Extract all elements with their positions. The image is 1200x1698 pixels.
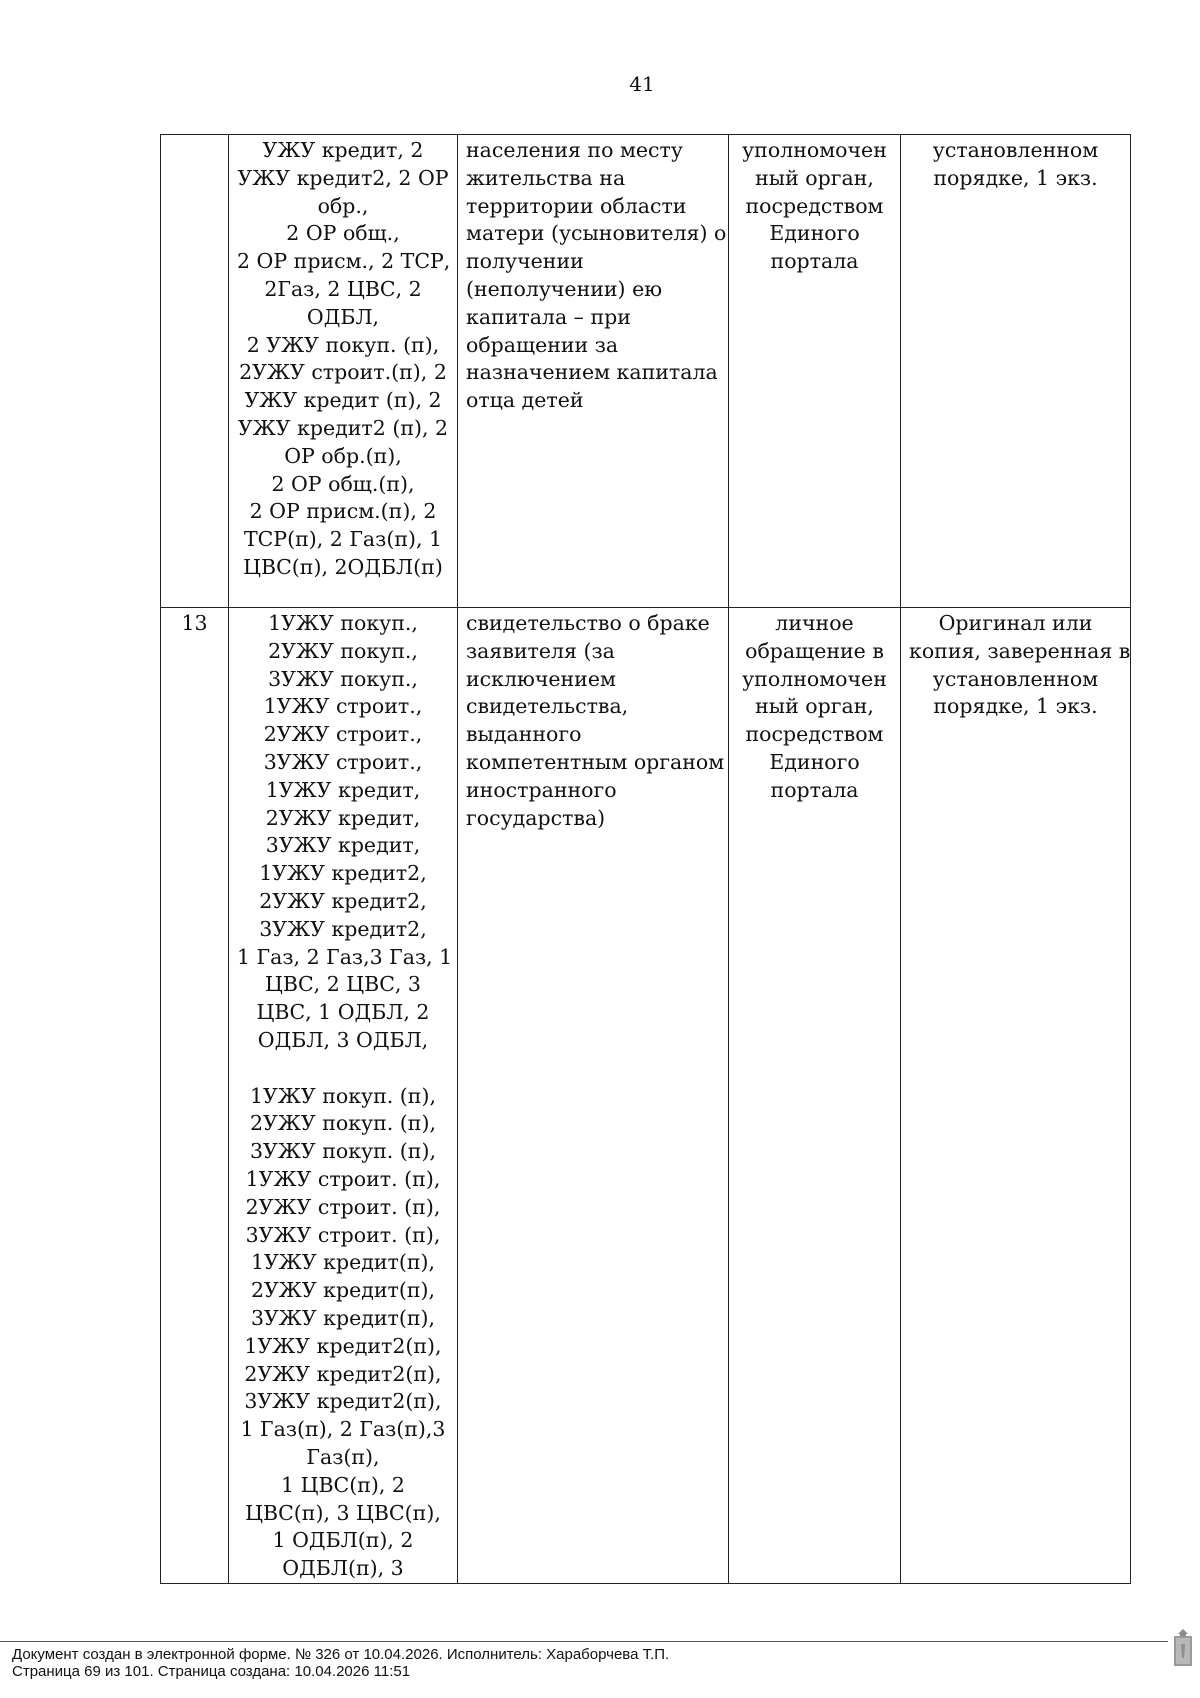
text-line: 1УЖУ кредит2, (259, 861, 427, 886)
text-line: УЖУ кредит2 (п), 2 (237, 415, 449, 440)
text-line: территории области (466, 193, 687, 218)
page-number: 41 (629, 72, 655, 96)
text-line: посредством (745, 193, 884, 218)
row-number-cell (161, 135, 229, 608)
text-line: 1 ОДБЛ(п), 2 (272, 1528, 414, 1553)
text-line: обращении за (466, 332, 619, 357)
submission-method-cell (729, 135, 901, 608)
conditions-cell (229, 135, 458, 608)
text-line: компетентным органом (466, 749, 725, 774)
text-line: 2 ОР общ., (286, 221, 400, 246)
text-line: 3УЖУ кредит(п), (250, 1305, 436, 1330)
text-line: ный орган, (755, 165, 874, 190)
document-form-cell (901, 608, 1131, 1584)
text-line: 1УЖУ кредит(п), (250, 1250, 436, 1275)
text-line: заявителя (за (466, 638, 615, 663)
text-line: 3УЖУ покуп. (п), (250, 1139, 436, 1164)
text-line: 3УЖУ кредит2, (259, 916, 427, 941)
footer (12, 1646, 669, 1680)
row-number-cell: 13 (161, 608, 229, 1584)
text-line: ТСР(п), 2 Газ(п), 1 (243, 527, 443, 552)
text-line: 2 ОР присм.(п), 2 (249, 499, 437, 524)
text-line: 1 Газ, 2 Газ,3 Газ, 1 (237, 944, 453, 969)
text-line: отца детей (466, 388, 584, 413)
text-line: 1УЖУ строит., (263, 694, 423, 719)
document-table (160, 134, 1131, 1584)
text-line: ЦВС(п), 3 ЦВС(п), (245, 1500, 441, 1525)
text-line: уполномочен (742, 138, 887, 162)
text-line: 2УЖУ покуп. (п), (250, 1111, 436, 1136)
footer-line: Документ создан в электронной форме. № 326 от 10.04.2026. Исполнитель: Хараборчева Т.П. (12, 1646, 670, 1663)
text-line: (неполучении) ею (466, 276, 663, 301)
text-line: 2 УЖУ покуп. (п), (246, 332, 440, 357)
submission-method-cell (729, 608, 901, 1584)
text-line: установленном (932, 666, 1099, 691)
text-line: УЖУ кредит2, 2 ОР (237, 165, 449, 190)
text-line: посредством (745, 722, 884, 747)
footer-line: Страница 69 из 101. Страница создана: 10.04.2026 11:51 (12, 1663, 411, 1680)
text-line: порядке, 1 экз. (933, 694, 1098, 719)
table-row (161, 608, 1131, 1584)
text-line: свидетельства, (466, 694, 629, 719)
text-line: портала (770, 777, 859, 802)
text-line: 2 ОР присм., 2 ТСР, (237, 249, 451, 274)
text-line: Единого (769, 221, 860, 246)
text-line: порядке, 1 экз. (933, 165, 1098, 190)
text-line: ОР обр.(п), (284, 443, 402, 468)
text-line: свидетельство о браке (466, 611, 710, 635)
text-line: 3УЖУ кредит, (265, 833, 421, 858)
text-line: выданного (466, 722, 582, 747)
conditions-list-remote (237, 1083, 449, 1583)
text-line: личное (775, 611, 854, 635)
text-line: жительства на (466, 165, 626, 190)
text-line: УЖУ кредит, 2 (262, 138, 424, 162)
text-line: 3УЖУ кредит2(п), (244, 1389, 442, 1414)
text-line: 2УЖУ строит., (263, 722, 423, 747)
text-line: 2УЖУ строит.(п), 2 (239, 360, 447, 385)
document-form-cell (901, 135, 1131, 608)
text-line: получении (466, 249, 584, 274)
text-line: установленном (932, 138, 1099, 162)
text-line: 2УЖУ покуп., (268, 638, 418, 663)
text-line: государства) (466, 805, 606, 830)
text-line: 2УЖУ кредит(п), (250, 1278, 436, 1303)
conditions-cell (229, 608, 458, 1584)
document-cell (458, 135, 729, 608)
emblem-icon (1172, 1628, 1194, 1668)
text-line: ЦВС(п), 2ОДБЛ(п) (243, 554, 443, 579)
text-line: 1УЖУ кредит2(п), (244, 1333, 442, 1358)
text-line: 1УЖУ кредит, (265, 777, 421, 802)
conditions-list (237, 610, 453, 1055)
text-line: 1УЖУ строит. (п), (245, 1166, 441, 1191)
text-line: Газ(п), (306, 1444, 380, 1469)
text-line: обр., (317, 193, 369, 218)
text-line: назначением капитала (466, 360, 718, 385)
text-line: 2УЖУ кредит2(п), (244, 1361, 442, 1386)
text-line: населения по месту (466, 138, 683, 162)
text-line: ОДБЛ, 3 ОДБЛ, (257, 1027, 429, 1052)
text-line: ЦВС, 2 ЦВС, 3 (265, 972, 421, 997)
text-line: матери (усыновителя) о (466, 221, 727, 246)
text-line: иностранного (466, 777, 617, 802)
text-line: ЦВС, 1 ОДБЛ, 2 (256, 1000, 430, 1025)
text-line: уполномочен (742, 666, 887, 691)
text-line: 1 ЦВС(п), 2 (281, 1472, 405, 1497)
document-cell (458, 608, 729, 1584)
text-line: капитала – при (466, 304, 631, 329)
text-line: 2УЖУ кредит2, (259, 888, 427, 913)
text-line: портала (770, 249, 859, 274)
text-line: ОДБЛ, (306, 304, 380, 329)
text-line: ный орган, (755, 694, 874, 719)
text-line: 2 ОР общ.(п), (271, 471, 415, 496)
text-line: копия, заверенная в (909, 638, 1131, 663)
text-line: исключением (466, 666, 616, 691)
blank-line (237, 1055, 449, 1083)
text-line: 3УЖУ строит., (263, 749, 423, 774)
text-line: 1УЖУ покуп., (268, 611, 418, 635)
footer-divider (0, 1641, 1168, 1642)
table-row (161, 135, 1131, 608)
text-line: Единого (769, 749, 860, 774)
text-line: 1УЖУ покуп. (п), (250, 1083, 436, 1108)
text-line: 3УЖУ покуп., (268, 666, 418, 691)
text-line: УЖУ кредит (п), 2 (244, 388, 442, 413)
text-line: 2УЖУ кредит, (265, 805, 421, 830)
text-line: 2УЖУ строит. (п), (245, 1194, 441, 1219)
text-line: 1 Газ(п), 2 Газ(п),3 (240, 1417, 446, 1442)
text-line: обращение в (745, 638, 884, 663)
text-line: Оригинал или (938, 611, 1093, 635)
text-line: 2Газ, 2 ЦВС, 2 (264, 276, 422, 301)
text-line: 3УЖУ строит. (п), (245, 1222, 441, 1247)
text-line: ОДБЛ(п), 3 (282, 1556, 404, 1581)
